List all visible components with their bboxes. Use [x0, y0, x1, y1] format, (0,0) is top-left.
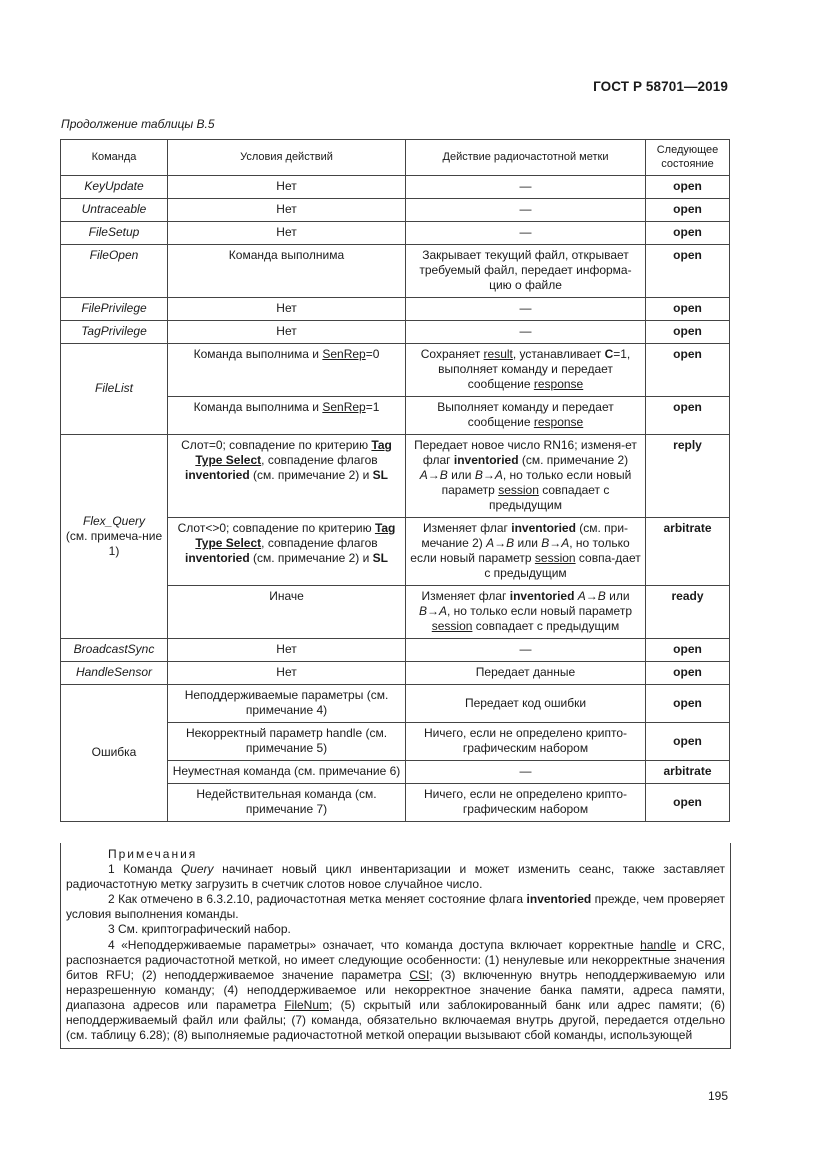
- condition-cell: Нет: [168, 176, 406, 199]
- column-header-next-state: Следующее состояние: [646, 140, 730, 176]
- action-cell: Передает новое число RN16; изменя-ет флаг inventoried (см. примечание 2) A→B или B→A, но только если новый параметр session совпадает с предыдущим: [406, 435, 646, 518]
- next-state-cell: open: [646, 662, 730, 685]
- condition-cell: Недействительная команда (см. примечание 7): [168, 784, 406, 822]
- table-row: [61, 245, 730, 298]
- note-1: 1 Команда Query начинает новый цикл инвентаризации и может изменить сеанс, также заставляет радиочастотную метку загрузить в счетчик слотов новое случайное число.: [66, 862, 726, 892]
- condition-cell: Нет: [168, 321, 406, 344]
- next-state-cell: open: [646, 199, 730, 222]
- condition-cell: Неподдерживаемые параметры (см. примечание 4): [168, 685, 406, 723]
- action-cell: Выполняет команду и передает сообщение response: [406, 397, 646, 435]
- action-cell: —: [406, 321, 646, 344]
- next-state-cell: open: [646, 639, 730, 662]
- command-cell: Ошибка: [61, 685, 168, 822]
- table-row: [61, 344, 730, 397]
- condition-cell: Нет: [168, 662, 406, 685]
- command-cell: FileOpen: [61, 245, 168, 298]
- table-row: [61, 321, 730, 344]
- table-row: [61, 176, 730, 199]
- next-state-cell: arbitrate: [646, 761, 730, 784]
- next-state-cell: open: [646, 723, 730, 761]
- command-cell: TagPrivilege: [61, 321, 168, 344]
- command-cell: Flex_Query (см. примеча-ние 1): [61, 435, 168, 639]
- condition-cell: Команда выполнима: [168, 245, 406, 298]
- action-cell: —: [406, 222, 646, 245]
- action-cell: Закрывает текущий файл, открывает требуемый файл, передает информа-цию о файле: [406, 245, 646, 298]
- command-cell: HandleSensor: [61, 662, 168, 685]
- action-cell: Сохраняет result, устанавливает C=1, выполняет команду и передает сообщение response: [406, 344, 646, 397]
- next-state-cell: open: [646, 321, 730, 344]
- action-cell: Изменяет флаг inventoried A→B или B→A, но только если новый параметр session совпадает с предыдущим: [406, 586, 646, 639]
- table-row: [61, 662, 730, 685]
- command-cell: FileSetup: [61, 222, 168, 245]
- column-header-command: Команда: [61, 140, 168, 176]
- condition-cell: Некорректный параметр handle (см. примечание 5): [168, 723, 406, 761]
- condition-cell: Нет: [168, 222, 406, 245]
- next-state-cell: open: [646, 397, 730, 435]
- action-cell: —: [406, 199, 646, 222]
- condition-cell: Слот<>0; совпадение по критерию Tag Type Select, совпадение флагов inventoried (см. примечание 2) и SL: [168, 518, 406, 586]
- condition-cell: Иначе: [168, 586, 406, 639]
- notes-heading: Примечания: [108, 847, 198, 861]
- standard-designation: ГОСТ Р 58701—2019: [593, 79, 728, 94]
- table-row: [61, 639, 730, 662]
- note-2: 2 Как отмечено в 6.3.2.10, радиочастотная метка меняет состояние флага inventoried прежде, чем проверяет условия выполнения команды.: [66, 892, 725, 922]
- action-cell: Ничего, если не определено крипто-графическим набором: [406, 723, 646, 761]
- action-cell: —: [406, 298, 646, 321]
- table-row: [61, 685, 730, 723]
- command-cell: BroadcastSync: [61, 639, 168, 662]
- action-cell: —: [406, 176, 646, 199]
- state-transition-table: [60, 139, 730, 822]
- next-state-cell: open: [646, 784, 730, 822]
- table-row: [61, 298, 730, 321]
- condition-cell: Нет: [168, 298, 406, 321]
- condition-cell: Команда выполнима и SenRep=0: [168, 344, 406, 397]
- condition-cell: Неуместная команда (см. примечание 6): [168, 761, 406, 784]
- command-cell: FileList: [61, 344, 168, 435]
- next-state-cell: open: [646, 222, 730, 245]
- condition-cell: Нет: [168, 199, 406, 222]
- action-cell: Ничего, если не определено крипто-графическим набором: [406, 784, 646, 822]
- table-notes: [60, 843, 731, 1049]
- column-header-conditions: Условия действий: [168, 140, 406, 176]
- condition-cell: Нет: [168, 639, 406, 662]
- next-state-cell: open: [646, 245, 730, 298]
- next-state-cell: open: [646, 344, 730, 397]
- table-row: [61, 222, 730, 245]
- next-state-cell: reply: [646, 435, 730, 518]
- table-row: [61, 199, 730, 222]
- command-cell: KeyUpdate: [61, 176, 168, 199]
- action-cell: Передает данные: [406, 662, 646, 685]
- next-state-cell: arbitrate: [646, 518, 730, 586]
- condition-cell: Слот=0; совпадение по критерию Tag Type Select, совпадение флагов inventoried (см. примечание 2) и SL: [168, 435, 406, 518]
- table-row: [61, 435, 730, 518]
- next-state-cell: open: [646, 685, 730, 723]
- action-cell: —: [406, 761, 646, 784]
- note-3: 3 См. криптографический набор.: [108, 922, 291, 937]
- column-header-tag-action: Действие радиочастотной метки: [406, 140, 646, 176]
- next-state-cell: open: [646, 298, 730, 321]
- action-cell: Передает код ошибки: [406, 685, 646, 723]
- table-continuation-caption: Продолжение таблицы В.5: [61, 117, 215, 131]
- action-cell: —: [406, 639, 646, 662]
- command-cell: Untraceable: [61, 199, 168, 222]
- condition-cell: Команда выполнима и SenRep=1: [168, 397, 406, 435]
- next-state-cell: ready: [646, 586, 730, 639]
- page-number: 195: [707, 1089, 728, 1103]
- next-state-cell: open: [646, 176, 730, 199]
- command-cell: FilePrivilege: [61, 298, 168, 321]
- note-4: 4 «Неподдерживаемые параметры» означает, что команда доступа включает корректные handle и CRC, распознается радиочастотной меткой, но имеет следующие особенности: (1) ненулевые или некорректные значения битов RFU; (2) неподдерживаемое значение параметра CSI; (3) включенную внутрь неподдерживаемую или неразрешенную команду; (4) неподдерживаемое или некорректное значение банка памяти, адреса памяти, диапазона адресов или параметра FileNum; (5) скрытый или заблокированный банк или адрес памяти; (6) неподдерживаемый файл или файлы; (7) команда, обязательно включаемая внутрь другой, передается отдельно (см. таблицу 6.28); (8) выполняемые радиочастотной меткой операции вызывают сбой команды, использующей: [66, 937, 726, 1043]
- table-header-row: [61, 140, 730, 176]
- action-cell: Изменяет флаг inventoried (см. при-мечание 2) A→B или B→A, но только если новый параметр session совпа-дает с предыдущим: [406, 518, 646, 586]
